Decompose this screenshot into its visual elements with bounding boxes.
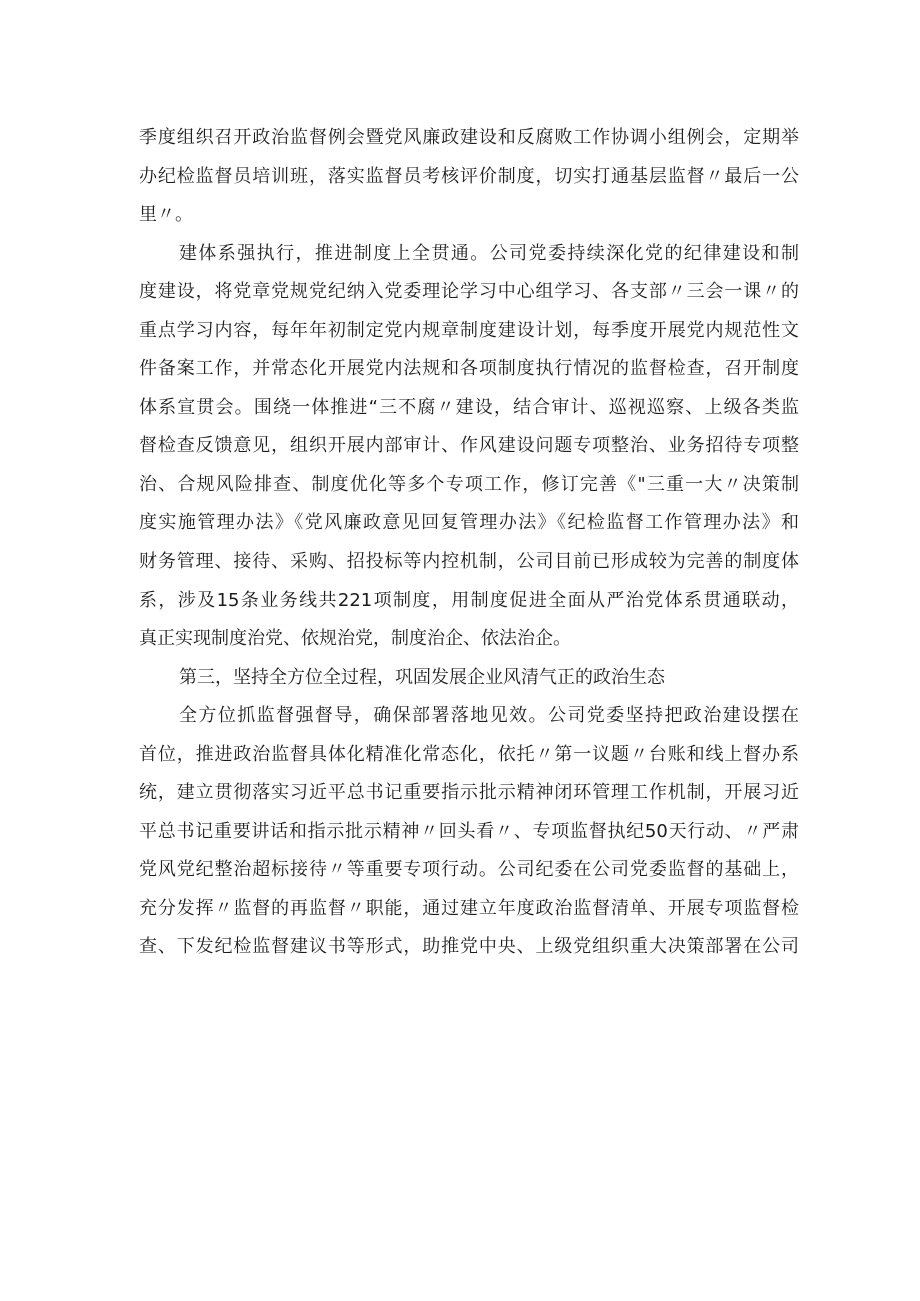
text-line: 体系宣贯会。围绕一体推进“三不腐〃建设，结合审计、巡视巡察、上级各类监: [139, 396, 799, 418]
heading-line: 第三，坚持全方位全过程，巩固发展企业风清气正的政治生态: [179, 666, 665, 688]
text-line: 季度组织召开政治监督例会暨党风廉政建设和反腐败工作协调小组例会，定期举: [139, 127, 799, 148]
text-line: 系，涉及15条业务线共221项制度，用制度促进全面从严治党体系贯通联动，: [139, 589, 799, 611]
text-line: 件备案工作，并常态化开展党内法规和各项制度执行情况的监督检查，召开制度: [139, 358, 799, 380]
document-body: [139, 119, 799, 967]
text-line: 充分发挥〃监督的再监督〃职能，通过建立年度政治监督清单、开展专项监督检: [139, 897, 799, 919]
text-line: 度建设，将党章党规党纪纳入党委理论学习中心组学习、各支部〃三会一课〃的: [139, 281, 799, 303]
text-line: 查、下发纪检监督建议书等形式，助推党中央、上级党组织重大决策部署在公司: [139, 936, 799, 958]
text-line: 督检查反馈意见，组织开展内部审计、作风建设问题专项整治、业务招待专项整: [139, 435, 799, 457]
text-line: 财务管理、接待、采购、招投标等内控机制，公司目前已形成较为完善的制度体: [139, 551, 799, 573]
text-line: 度实施管理办法》《党风廉政意见回复管理办法》《纪检监督工作管理办法》和: [139, 512, 799, 534]
section-heading: [139, 659, 799, 698]
text-line: 全方位抓监督强督导，确保部署落地见效。公司党委坚持把政治建设摆在: [179, 705, 799, 727]
text-line: 首位，推进政治监督具体化精准化常态化，依托〃第一议题〃台账和线上督办系: [139, 743, 799, 765]
paragraph-1: [139, 119, 799, 235]
paragraph-2: [139, 235, 799, 659]
text-line: 办纪检监督员培训班，落实监督员考核评价制度，切实打通基层监督〃最后一公: [139, 165, 799, 187]
text-line: 真正实现制度治党、依规治党，制度治企、依法治企。: [139, 628, 571, 650]
paragraph-3: [139, 697, 799, 967]
text-line: 重点学习内容，每年年初制定党内规章制度建设计划，每季度开展党内规范性文: [139, 319, 799, 341]
text-line: 平总书记重要讲话和指示批示精神〃回头看〃、专项监督执纪50天行动、〃严肃: [139, 820, 799, 842]
text-line: 里〃。: [139, 204, 193, 226]
text-line: 建体系强执行，推进制度上全贯通。公司党委持续深化党的纪律建设和制: [179, 242, 799, 264]
text-line: 治、合规风险排查、制度优化等多个专项工作，修订完善《"三重一大〃决策制: [139, 473, 799, 495]
text-line: 党风党纪整治超标接待〃等重要专项行动。公司纪委在公司党委监督的基础上，: [139, 859, 799, 881]
text-line: 统，建立贯彻落实习近平总书记重要指示批示精神闭环管理工作机制，开展习近: [139, 782, 799, 804]
